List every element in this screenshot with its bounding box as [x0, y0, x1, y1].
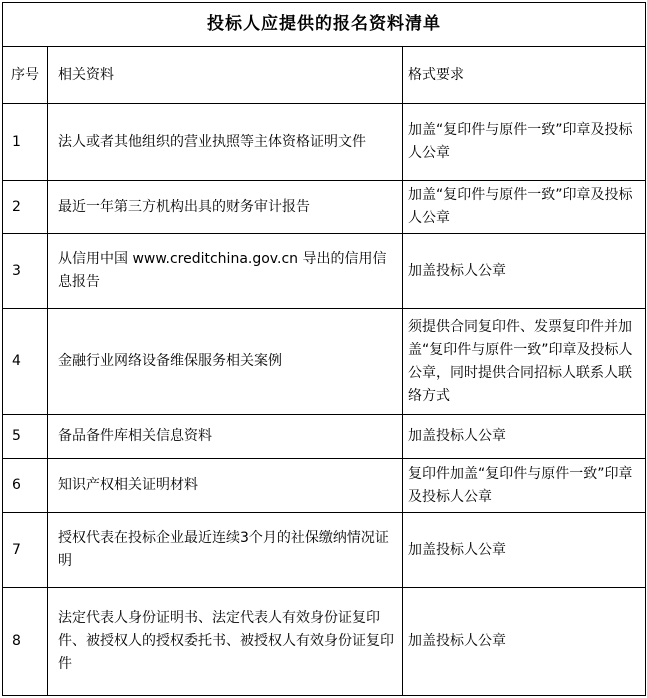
row-requirement: 加盖“复印件与原件一致”印章及投标人公章: [403, 104, 646, 181]
row-number: 6: [3, 459, 48, 513]
row-number: 3: [3, 234, 48, 309]
title-row: [3, 3, 646, 47]
row-requirement: 加盖投标人公章: [403, 234, 646, 309]
row-requirement: 加盖投标人公章: [403, 513, 646, 588]
row-requirement: 加盖投标人公章: [403, 588, 646, 696]
table-row: [3, 309, 646, 415]
row-material: 法定代表人身份证明书、法定代表人有效身份证复印件、被授权人的授权委托书、被授权人有效身份证复印件: [48, 588, 403, 696]
row-requirement: 加盖“复印件与原件一致”印章及投标人公章: [403, 181, 646, 234]
row-number: 4: [3, 309, 48, 415]
row-number: 8: [3, 588, 48, 696]
row-material: 从信用中国 www.creditchina.gov.cn 导出的信用信息报告: [48, 234, 403, 309]
header-requirement: 格式要求: [403, 47, 646, 104]
row-number: 1: [3, 104, 48, 181]
table-row: [3, 415, 646, 459]
row-requirement: 加盖投标人公章: [403, 415, 646, 459]
row-material: 最近一年第三方机构出具的财务审计报告: [48, 181, 403, 234]
row-material: 法人或者其他组织的营业执照等主体资格证明文件: [48, 104, 403, 181]
row-material: 金融行业网络设备维保服务相关案例: [48, 309, 403, 415]
table-row: [3, 588, 646, 696]
row-material: 知识产权相关证明材料: [48, 459, 403, 513]
row-requirement: 须提供合同复印件、发票复印件并加盖“复印件与原件一致”印章及投标人公章，同时提供合同招标人联系人联络方式: [403, 309, 646, 415]
header-row: [3, 47, 646, 104]
header-no: 序号: [3, 47, 48, 104]
table-row: [3, 459, 646, 513]
row-number: 2: [3, 181, 48, 234]
header-material: 相关资料: [48, 47, 403, 104]
table-row: [3, 513, 646, 588]
table-title: 投标人应提供的报名资料清单: [3, 3, 646, 47]
row-material: 备品备件库相关信息资料: [48, 415, 403, 459]
materials-table: [2, 2, 646, 696]
table-row: [3, 234, 646, 309]
row-material: 授权代表在投标企业最近连续3个月的社保缴纳情况证明: [48, 513, 403, 588]
row-number: 5: [3, 415, 48, 459]
row-requirement: 复印件加盖“复印件与原件一致”印章及投标人公章: [403, 459, 646, 513]
row-number: 7: [3, 513, 48, 588]
table-row: [3, 104, 646, 181]
table-row: [3, 181, 646, 234]
